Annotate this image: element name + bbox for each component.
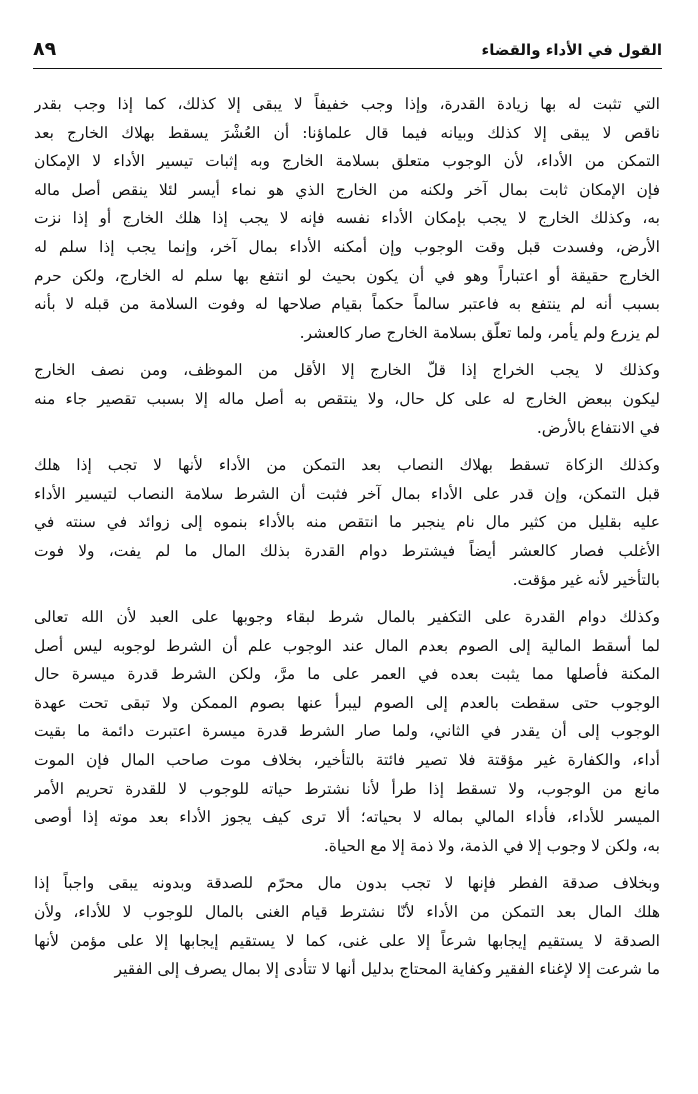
text-line: الأرض، وفسدت قبل وقت الوجوب وإن أمكنه الأداء بمال آخر، وإنما يجب إذا سلم له — [34, 237, 660, 256]
text-line: وبخلاف صدقة الفطر فإنها لا تجب بدون مال محرّم للصدقة وبدونه يبقى واجباً إذا — [34, 874, 660, 893]
text-line: قبل التمكن، وإن قدر على الأداء بمال آخر فثبت أن الشرط سلامة النصاب لتيسير الأداء — [34, 484, 660, 503]
text-line: فإن الإمكان ثابت بمال آخر ولكنه من الخارج الذي هو نماء أيسر لئلا ينقص أصل ماله — [34, 180, 660, 199]
page-number: ٨٩ — [33, 38, 57, 60]
text-line: ناقص لا يبقى إلا كذلك وبيانه فيما قال علماؤنا: أن العُشْرَ يسقط بهلاك الخارج بعد — [34, 123, 660, 142]
paragraph — [34, 451, 660, 594]
paragraph — [34, 90, 660, 347]
text-line: المكنة فأصلها مما يثبت بعده في العمر على ما مرَّ، ولكن الشرط قدرة ميسرة حال — [34, 665, 660, 684]
text-line: الصدقة لا يستقيم إيجابها شرعاً إلا على غنى، كما لا يستقيم إيجابها إلا على مؤمن لأنها — [34, 931, 660, 950]
text-line: في الانتفاع بالأرض. — [536, 418, 660, 437]
paragraph — [34, 356, 660, 442]
text-line: به، وكذلك الخارج لا يجب بإمكان الأداء نفسه فإنه لا يجب إذا هلك الخارج أو إذا نزت — [34, 209, 660, 228]
text-line: عليه بقليل من كثير مال نام ينجبر ما انتقص منه بالأداء بنموه إلى زوائد في سنته في — [34, 513, 660, 532]
text-line: ما شرعت إلا لإغناء الفقير وكفاية المحتاج بدليل أنها لا تتأدى إلا بمال يصرف إلى الفقير — [114, 960, 660, 979]
text-line: وكذلك لا يجب الخراج إذا قلّ الخارج إلا الأقل من الموظف، ومن نصف الخارج — [34, 361, 660, 380]
paragraph — [34, 869, 660, 983]
body-text — [34, 90, 660, 993]
text-line: مانع من الوجوب، ولا تسقط إذا طرأ لأنا نشترط حياته للوجوب لا للقدرة تحريم الأمر — [34, 779, 660, 798]
running-title: القول في الأداء والقضاء — [481, 41, 662, 59]
paragraph — [34, 603, 660, 860]
text-line: بسبب أنه لم ينتفع به فاعتبر سالماً حكماً بقيام صلاحها له وفوت السلامة من قبله لا بأنه — [34, 295, 660, 314]
text-line: لم يزرع ولم يأمر، ولما تعلّق بسلامة الخارج صار كالعشر. — [299, 323, 660, 342]
text-line: وكذلك دوام القدرة على التكفير بالمال شرط لبقاء وجوبها على العبد لأن الله تعالى — [34, 608, 660, 627]
text-line: الوجوب إلى أن يقدر في الثاني، ولما صار الشرط قدرة ميسرة اعتبرت دائمة ما بقيت — [34, 722, 660, 741]
text-line: وكذلك الزكاة تسقط بهلاك النصاب بعد التمكن من الأداء لأنها لا تجب إذا هلك — [34, 456, 660, 475]
text-line: الوجوب حتى سقطت بالعدم إلى الصوم ليبرأ عنها بصوم الممكن ولا تبقى تحت عهدة — [34, 693, 660, 712]
text-line: أداء، والكفارة غير مؤقتة فلا تصير فائتة بالتأخير، بخلاف موت صاحب المال فإن الموت — [34, 751, 660, 770]
text-line: التي تثبت له بها زيادة القدرة، وإذا وجب خفيفاً لا يبقى إلا كذلك، كما إذا وجب بقدر — [34, 95, 660, 113]
text-line: لما أسقط المالية إلى الصوم بعدم المال عند الوجوب علم أن الشرط لوجوبه ليس أصل — [34, 636, 660, 655]
text-line: الميسر للأداء، فأداء المالي بماله لا بحياته؛ ألا ترى كيف يجوز الأداء بعد موته إذا أوصى — [34, 808, 660, 827]
text-line: الأغلب فصار كالعشر أيضاً فيشترط دوام القدرة بذلك المال ما لم يفت، ولا فوت — [34, 541, 660, 560]
text-line: التمكن من الأداء، لأن الوجوب متعلق بسلامة الخارج وبه إثبات تيسير الأداء لا الإمكان — [34, 152, 660, 171]
page-header — [33, 38, 662, 69]
text-line: به، ولكن لا وجوب إلا في الذمة، ولا ذمة إلا مع الحياة. — [323, 836, 660, 855]
text-line: ليكون ببعض الخارج له على كل حال، ولا ينتقص به أصل ماله إلا بسبب تقصير جاء منه — [34, 389, 660, 408]
text-line: الخارج حقيقة أو اعتباراً وهو في أن يكون بحيث لو انتفع بها سلم له الخارج، ولكن حرم — [34, 266, 660, 285]
text-line: هلك المال بعد التمكن من الأداء لأنّا نشترط قيام الغنى بالمال للوجوب لا للأداء، ولأن — [34, 903, 660, 922]
text-line: بالتأخير لأنه غير مؤقت. — [512, 570, 660, 589]
